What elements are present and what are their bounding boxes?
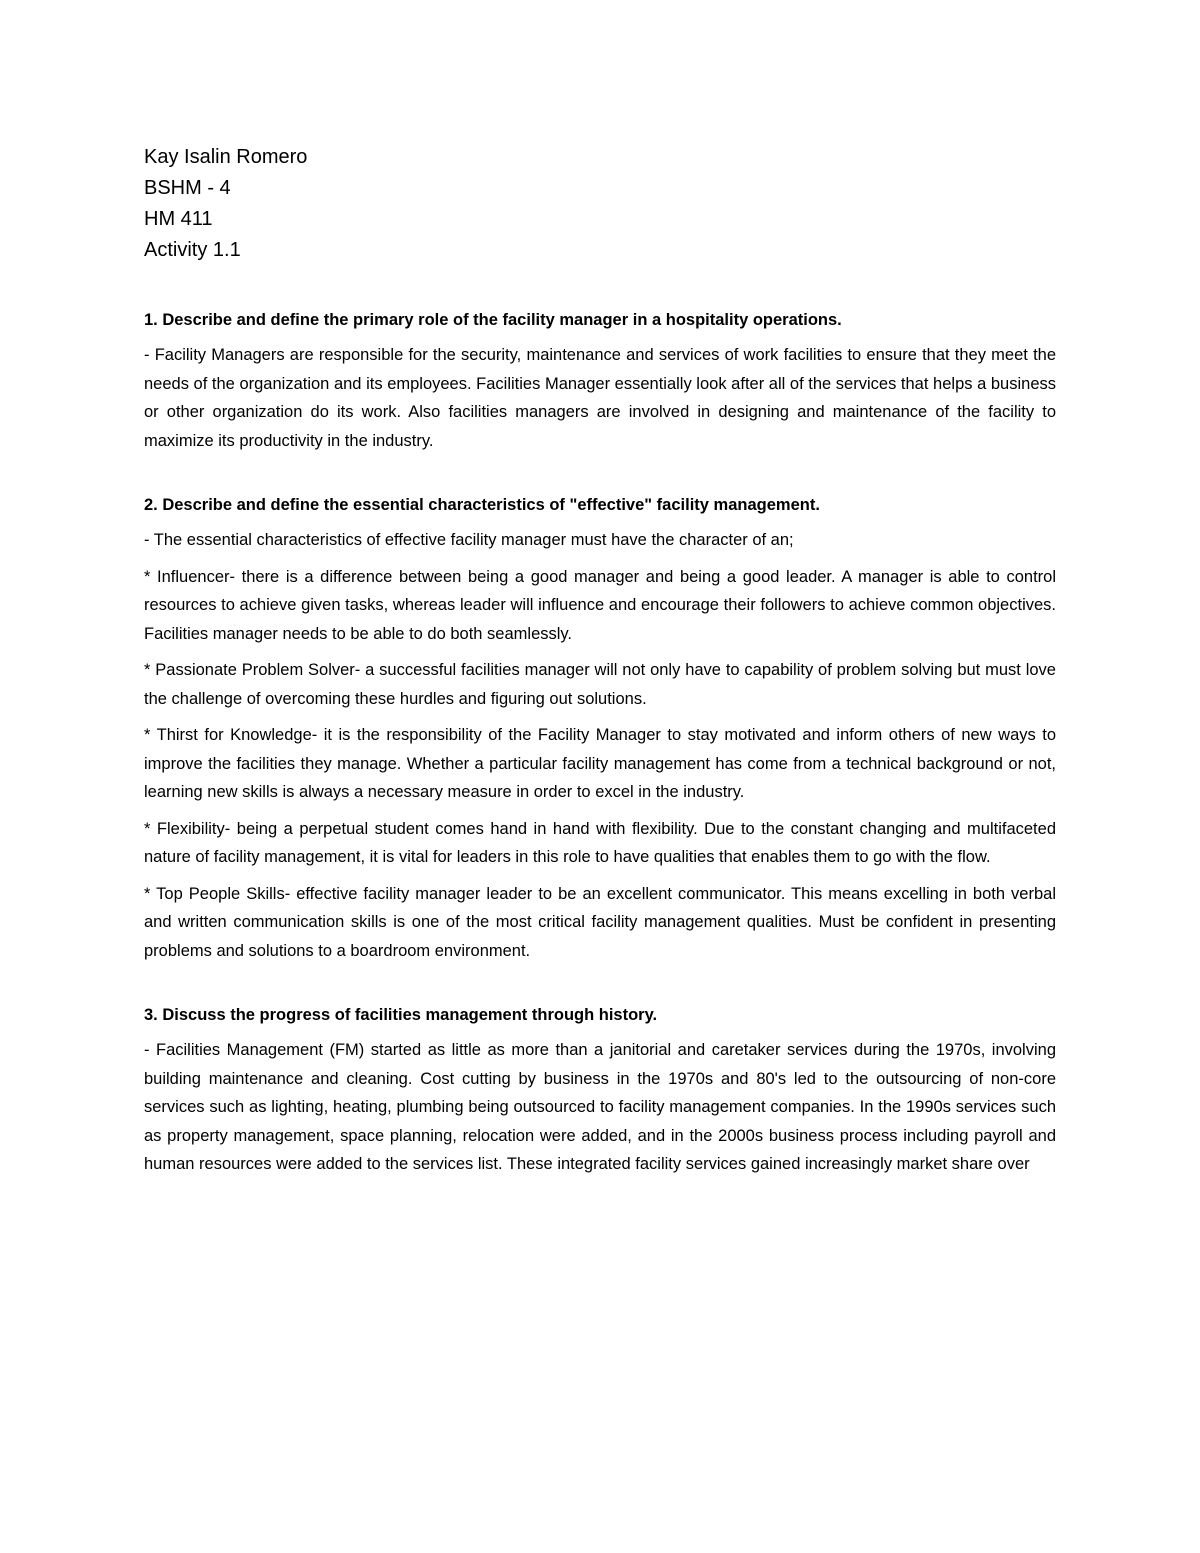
activity-title: Activity 1.1 — [144, 239, 241, 261]
answer-paragraph: - The essential characteristics of effective facility manager must have the character of an; — [144, 531, 794, 549]
answer-paragraph: - Facilities Management (FM) started as little as more than a janitorial and caretaker services during the 1970s, involving building maintenance and cleaning. Cost cutting by business in the 1970s and 80's led to the outsourcing of non-core services such as lighting, heating, plumbing being outsourced to facility management companies. In the 1990s services such as property management, space planning, relocation were added, and in the 2000s business process including payroll and human resources were added to the services list. These integrated facility services gained increasingly market share over — [144, 1041, 1056, 1173]
student-name: Kay Isalin Romero — [144, 146, 308, 168]
answer-paragraph: * Top People Skills- effective facility manager leader to be an excellent communicator. This means excelling in both verbal and written communication skills is one of the most critical facility management qualities. Must be confident in presenting problems and solutions to a boardroom environment. — [144, 884, 1056, 960]
student-program: BSHM - 4 — [144, 177, 231, 199]
document-content — [144, 142, 1056, 1215]
question-heading: 2. Describe and define the essential characteristics of "effective" facility management. — [144, 496, 820, 514]
question-section-3 — [144, 1001, 1056, 1179]
student-header — [144, 142, 1056, 266]
answer-paragraph: - Facility Managers are responsible for the security, maintenance and services of work facilities to ensure that they meet the needs of the organization and its employees. Facilities Manager essentially look after all of the services that helps a business or other organization do its work. Also facilities managers are involved in designing and maintenance of the facility to maximize its productivity in the industry. — [144, 346, 1056, 450]
question-heading: 3. Discuss the progress of facilities management through history. — [144, 1006, 658, 1024]
answer-paragraph: * Thirst for Knowledge- it is the responsibility of the Facility Manager to stay motivated and inform others of new ways to improve the facilities they manage. Whether a particular facility management has come from a technical background or not, learning new skills is always a necessary measure in order to excel in the industry. — [144, 726, 1056, 801]
question-section-1 — [144, 306, 1056, 455]
question-section-2 — [144, 491, 1056, 965]
course-code: HM 411 — [144, 208, 213, 230]
answer-paragraph: * Passionate Problem Solver- a successful facilities manager will not only have to capability of problem solving but must love the challenge of overcoming these hurdles and figuring out solutions. — [144, 661, 1056, 708]
answer-paragraph: * Influencer- there is a difference between being a good manager and being a good leader. A manager is able to control resources to achieve given tasks, whereas leader will influence and encourage their followers to achieve common objectives. Facilities manager needs to be able to do both seamlessly. — [144, 567, 1056, 643]
question-heading: 1. Describe and define the primary role of the facility manager in a hospitality operations. — [144, 311, 842, 329]
answer-paragraph: * Flexibility- being a perpetual student comes hand in hand with flexibility. Due to the constant changing and multifaceted nature of facility management, it is vital for leaders in this role to have qualities that enables them to go with the flow. — [144, 819, 1056, 866]
